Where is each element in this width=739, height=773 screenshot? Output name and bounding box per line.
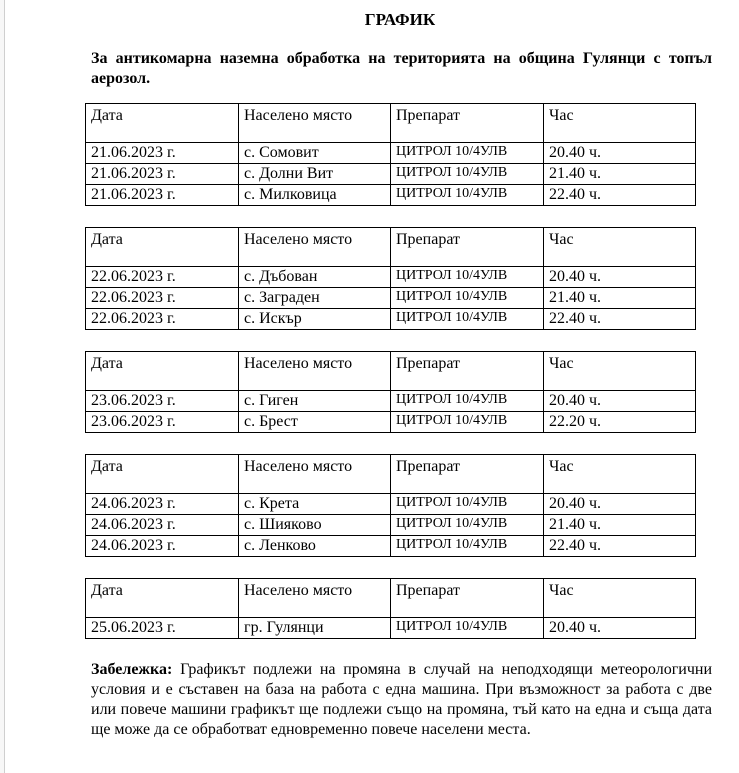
cell-chem: ЦИТРОЛ 10/4УЛВ <box>391 164 544 185</box>
schedule-table-4 <box>85 454 696 557</box>
document-title: ГРАФИК <box>364 10 436 29</box>
cell-chem: ЦИТРОЛ 10/4УЛВ <box>391 391 544 412</box>
cell-hour: 22.40 ч. <box>544 536 696 557</box>
cell-place: с. Крета <box>239 494 391 515</box>
cell-hour: 20.40 ч. <box>544 494 696 515</box>
header-hour: Час <box>544 455 696 494</box>
table-row <box>86 412 696 433</box>
cell-place: с. Шияково <box>239 515 391 536</box>
header-hour: Час <box>544 579 696 618</box>
cell-date: 23.06.2023 г. <box>86 412 239 433</box>
cell-hour: 20.40 ч. <box>544 391 696 412</box>
note-paragraph <box>91 660 712 740</box>
schedule-table-1 <box>85 103 696 206</box>
header-chem: Препарат <box>391 579 544 618</box>
cell-place: с. Дъбован <box>239 267 391 288</box>
table-row <box>86 143 696 164</box>
header-date: Дата <box>86 352 239 391</box>
header-place: Населено място <box>239 455 391 494</box>
cell-chem: ЦИТРОЛ 10/4УЛВ <box>391 267 544 288</box>
cell-hour: 20.40 ч. <box>544 143 696 164</box>
cell-date: 21.06.2023 г. <box>86 164 239 185</box>
cell-place: с. Долни Вит <box>239 164 391 185</box>
cell-hour: 22.40 ч. <box>544 309 696 330</box>
header-place: Населено място <box>239 579 391 618</box>
header-hour: Час <box>544 104 696 143</box>
table-header-row <box>86 455 696 494</box>
schedule-table-5 <box>85 578 696 639</box>
cell-hour: 22.20 ч. <box>544 412 696 433</box>
header-place: Населено място <box>239 228 391 267</box>
cell-chem: ЦИТРОЛ 10/4УЛВ <box>391 288 544 309</box>
table-row <box>86 515 696 536</box>
note-text: Графикът подлежи на промяна в случай на неподходящи метеорологични условия и е съставен на база на работа с една машина. При възможност за работа с две или повече машини графикът ще подлежи също на промяна, тъй като на една и съща дата ще може да се обработват едновременно повече населени места. <box>91 661 712 738</box>
header-date: Дата <box>86 579 239 618</box>
note-label: Забележка: <box>91 661 173 678</box>
header-date: Дата <box>86 455 239 494</box>
cell-chem: ЦИТРОЛ 10/4УЛВ <box>391 143 544 164</box>
cell-place: с. Сомовит <box>239 143 391 164</box>
cell-place: с. Заграден <box>239 288 391 309</box>
cell-chem: ЦИТРОЛ 10/4УЛВ <box>391 618 544 639</box>
cell-date: 24.06.2023 г. <box>86 536 239 557</box>
schedule-table-3 <box>85 351 696 433</box>
cell-chem: ЦИТРОЛ 10/4УЛВ <box>391 412 544 433</box>
table-header-row <box>86 352 696 391</box>
table-row <box>86 494 696 515</box>
cell-date: 24.06.2023 г. <box>86 515 239 536</box>
cell-place: гр. Гулянци <box>239 618 391 639</box>
cell-date: 22.06.2023 г. <box>86 267 239 288</box>
cell-date: 23.06.2023 г. <box>86 391 239 412</box>
cell-place: с. Гиген <box>239 391 391 412</box>
cell-chem: ЦИТРОЛ 10/4УЛВ <box>391 185 544 206</box>
cell-place: с. Милковица <box>239 185 391 206</box>
cell-chem: ЦИТРОЛ 10/4УЛВ <box>391 515 544 536</box>
cell-chem: ЦИТРОЛ 10/4УЛВ <box>391 309 544 330</box>
cell-place: с. Искър <box>239 309 391 330</box>
table-row <box>86 536 696 557</box>
table-row <box>86 267 696 288</box>
header-hour: Час <box>544 352 696 391</box>
cell-date: 25.06.2023 г. <box>86 618 239 639</box>
cell-place: с. Ленково <box>239 536 391 557</box>
header-place: Населено място <box>239 352 391 391</box>
page-left-edge <box>0 0 5 773</box>
cell-hour: 21.40 ч. <box>544 288 696 309</box>
header-date: Дата <box>86 228 239 267</box>
table-row <box>86 185 696 206</box>
schedule-table-2 <box>85 227 696 330</box>
table-header-row <box>86 228 696 267</box>
cell-hour: 20.40 ч. <box>544 618 696 639</box>
table-header-row <box>86 579 696 618</box>
cell-date: 21.06.2023 г. <box>86 143 239 164</box>
cell-date: 21.06.2023 г. <box>86 185 239 206</box>
header-chem: Препарат <box>391 104 544 143</box>
header-chem: Препарат <box>391 455 544 494</box>
header-hour: Час <box>544 228 696 267</box>
cell-hour: 21.40 ч. <box>544 515 696 536</box>
document-intro: За антикомарна наземна обработка на територията на община Гулянци с топъл аерозол. <box>91 50 712 87</box>
table-row <box>86 164 696 185</box>
cell-hour: 22.40 ч. <box>544 185 696 206</box>
cell-chem: ЦИТРОЛ 10/4УЛВ <box>391 494 544 515</box>
cell-date: 24.06.2023 г. <box>86 494 239 515</box>
header-chem: Препарат <box>391 228 544 267</box>
cell-date: 22.06.2023 г. <box>86 309 239 330</box>
table-header-row <box>86 104 696 143</box>
table-row <box>86 288 696 309</box>
header-place: Населено място <box>239 104 391 143</box>
header-chem: Препарат <box>391 352 544 391</box>
cell-chem: ЦИТРОЛ 10/4УЛВ <box>391 536 544 557</box>
table-row <box>86 309 696 330</box>
cell-place: с. Брест <box>239 412 391 433</box>
table-row <box>86 391 696 412</box>
cell-hour: 20.40 ч. <box>544 267 696 288</box>
cell-hour: 21.40 ч. <box>544 164 696 185</box>
header-date: Дата <box>86 104 239 143</box>
table-row <box>86 618 696 639</box>
cell-date: 22.06.2023 г. <box>86 288 239 309</box>
